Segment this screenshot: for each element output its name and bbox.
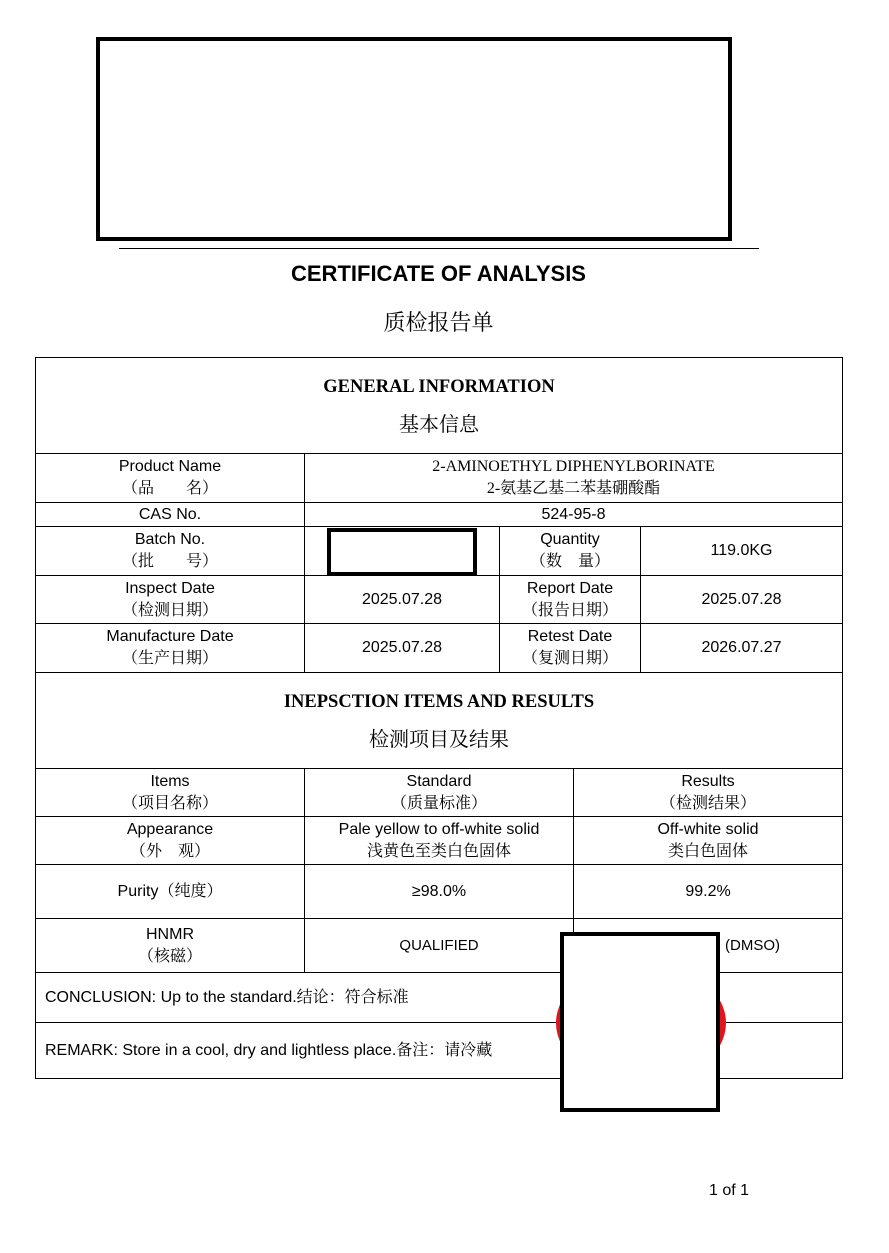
retest-date-label-cell xyxy=(500,624,641,673)
product-name-label-cell xyxy=(36,454,305,503)
result-appearance-zh: 类白色固体 xyxy=(668,842,749,860)
standard-appearance xyxy=(305,817,574,865)
batch-label: Batch No. xyxy=(134,531,206,548)
result-hnmr: (DMSO) xyxy=(574,919,843,973)
general-info-heading xyxy=(36,358,843,454)
standard-appearance-en: Pale yellow to off-white solid xyxy=(338,820,540,838)
column-header-items xyxy=(36,769,305,817)
inspection-columns-row xyxy=(36,769,843,817)
redacted-seal-block xyxy=(560,932,720,1112)
manufacture-date-label: Manufacture Date xyxy=(106,628,234,645)
item-appearance xyxy=(36,817,305,865)
general-info-header-row xyxy=(36,358,843,454)
column-header-results xyxy=(574,769,843,817)
item-appearance-en: Appearance xyxy=(126,820,214,838)
coa-table xyxy=(35,357,843,1079)
product-name-en: 2-AMINOETHYL DIPHENYLBORINATE xyxy=(432,458,715,475)
item-hnmr-en: HNMR xyxy=(146,925,194,943)
product-name-value-cell xyxy=(305,454,843,503)
cas-value: 524-95-8 xyxy=(305,503,843,527)
remark-text: REMARK: Store in a cool, dry and lightless place.备注：请冷藏 xyxy=(36,1023,843,1079)
column-header-items-zh: （项目名称） xyxy=(121,794,218,812)
product-name-row xyxy=(36,454,843,503)
inspect-date-row xyxy=(36,576,843,624)
cas-label: CAS No. xyxy=(36,503,305,527)
quantity-value: 119.0KG xyxy=(641,527,843,576)
inspect-date-label: Inspect Date xyxy=(125,579,215,597)
column-header-standard-zh: （质量标准） xyxy=(390,794,487,812)
inspection-heading-en: INEPSCTION ITEMS AND RESULTS xyxy=(283,691,595,712)
inspect-date-label-zh: （检测日期） xyxy=(121,601,218,619)
manufacture-date-label-zh: （生产日期） xyxy=(121,650,218,667)
retest-date-label-zh: （复测日期） xyxy=(521,650,618,667)
cas-row xyxy=(36,503,843,527)
column-header-results-zh: （检测结果） xyxy=(660,794,757,812)
quantity-label: Quantity xyxy=(540,531,600,548)
item-hnmr xyxy=(36,919,305,973)
redacted-batch-number xyxy=(327,528,477,576)
manufacture-date-label-cell xyxy=(36,624,305,673)
table-row xyxy=(36,865,843,919)
report-date-label: Report Date xyxy=(526,579,614,597)
product-name-zh: 2-氨基乙基二苯基硼酸酯 xyxy=(486,480,661,497)
standard-hnmr: QUALIFIED xyxy=(305,919,574,973)
inspect-date-value: 2025.07.28 xyxy=(305,576,500,624)
item-purity: Purity（纯度） xyxy=(36,865,305,919)
item-hnmr-zh: （核磁） xyxy=(137,947,202,965)
standard-appearance-zh: 浅黄色至类白色固体 xyxy=(366,842,511,860)
certificate-title-zh: 质检报告单 xyxy=(383,310,494,335)
conclusion-text: CONCLUSION: Up to the standard.结论：符合标准 xyxy=(36,973,843,1023)
item-appearance-zh: （外 观） xyxy=(129,842,210,860)
column-header-items-en: Items xyxy=(150,772,190,790)
standard-purity: ≥98.0% xyxy=(305,865,574,919)
batch-value-cell xyxy=(305,527,500,576)
product-name-label-zh: （品 名） xyxy=(121,480,218,497)
product-name-label: Product Name xyxy=(118,458,222,475)
batch-label-cell xyxy=(36,527,305,576)
inspection-heading-zh: 检测项目及结果 xyxy=(369,728,510,751)
report-date-label-zh: （报告日期） xyxy=(521,601,618,619)
result-appearance xyxy=(574,817,843,865)
quantity-label-zh: （数 量） xyxy=(529,553,610,570)
column-header-results-en: Results xyxy=(681,772,735,790)
quantity-label-cell xyxy=(500,527,641,576)
page-number: 1 of 1 xyxy=(709,1182,750,1199)
manufacture-date-value: 2025.07.28 xyxy=(305,624,500,673)
batch-row xyxy=(36,527,843,576)
table-row xyxy=(36,919,843,973)
inspection-heading xyxy=(36,673,843,769)
retest-date-label: Retest Date xyxy=(527,628,613,645)
redacted-header-block xyxy=(96,37,732,241)
batch-label-zh: （批 号） xyxy=(121,553,218,570)
report-date-value: 2025.07.28 xyxy=(641,576,843,624)
general-info-heading-en: GENERAL INFORMATION xyxy=(323,376,555,397)
result-purity: 99.2% xyxy=(574,865,843,919)
table-row xyxy=(36,817,843,865)
report-date-label-cell xyxy=(500,576,641,624)
certificate-title: CERTIFICATE OF ANALYSIS xyxy=(291,261,586,286)
general-info-heading-zh: 基本信息 xyxy=(399,413,480,436)
manufacture-date-row xyxy=(36,624,843,673)
inspection-header-row xyxy=(36,673,843,769)
column-header-standard-en: Standard xyxy=(406,772,472,790)
header-divider xyxy=(119,248,759,249)
inspect-date-label-cell xyxy=(36,576,305,624)
column-header-standard xyxy=(305,769,574,817)
result-appearance-en: Off-white solid xyxy=(657,820,759,838)
retest-date-value: 2026.07.27 xyxy=(641,624,843,673)
